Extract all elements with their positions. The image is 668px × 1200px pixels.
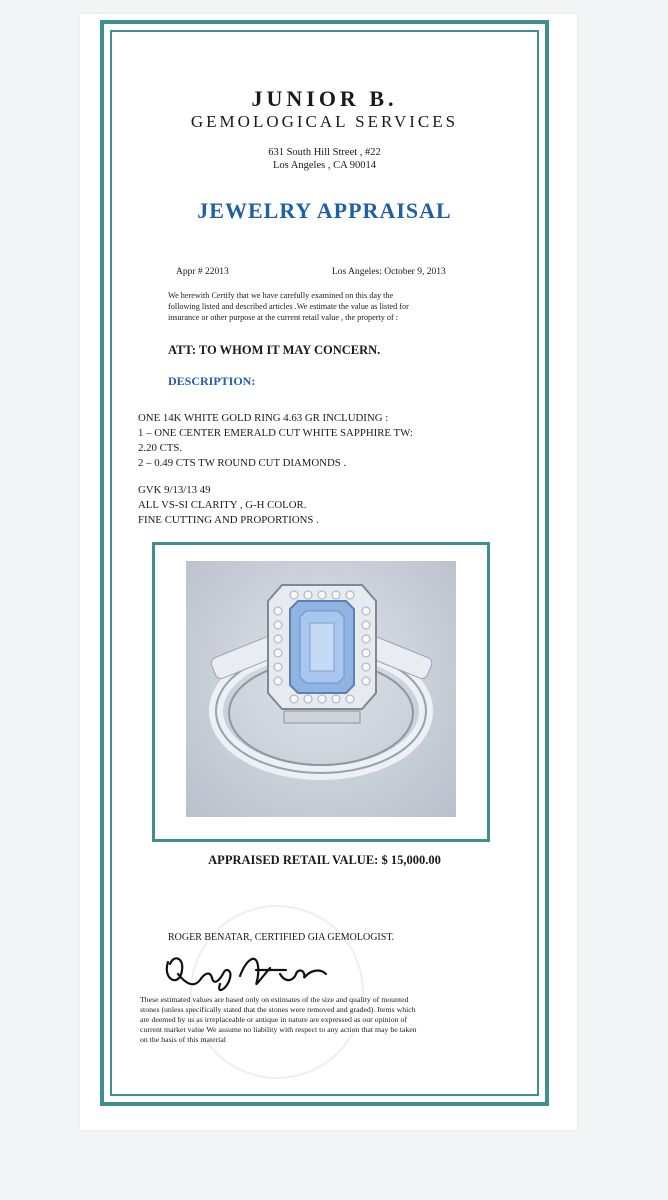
disclaimer-line: current market value We assume no liability with respect to any action that may be taken <box>140 1025 417 1034</box>
appraisal-date: Los Angeles: October 9, 2013 <box>332 267 446 277</box>
grading-line: ALL VS-SI CLARITY , G-H COLOR. <box>138 499 307 511</box>
ring-photo <box>186 561 456 817</box>
certification-text <box>168 290 488 323</box>
grading-line: FINE CUTTING AND PROPORTIONS . <box>138 514 319 526</box>
company-name: JUNIOR B. <box>251 86 398 111</box>
signature-mark <box>160 940 350 1000</box>
disclaimer-line: stones (unless specifically stated that the stones were removed and graded). Items which <box>140 1005 416 1014</box>
grading-line: GVK 9/13/13 49 <box>138 484 211 496</box>
certification-line: insurance or other purpose at the current retail value , the property of : <box>168 313 399 322</box>
disclaimer <box>140 995 510 1045</box>
address-line-2: Los Angeles , CA 90014 <box>273 160 376 171</box>
appraisal-number: Appr # 22013 <box>176 267 229 277</box>
description-line: 2.20 CTS. <box>138 442 183 454</box>
signature <box>160 940 350 1000</box>
description-block <box>138 411 508 528</box>
description-line: ONE 14K WHITE GOLD RING 4.63 GR INCLUDING : <box>138 412 389 424</box>
attention-line: ATT: TO WHOM IT MAY CONCERN. <box>168 343 381 357</box>
disclaimer-line: on the basis of this material <box>140 1035 226 1044</box>
appraised-value: APPRAISED RETAIL VALUE: $ 15,000.00 <box>208 853 441 867</box>
ring-illustration <box>186 561 456 817</box>
description-heading: DESCRIPTION: <box>168 374 256 388</box>
gemologist-name: ROGER BENATAR, CERTIFIED GIA GEMOLOGIST. <box>168 932 395 943</box>
address-line-1: 631 South Hill Street , #22 <box>268 147 381 158</box>
disclaimer-line: are deemed by us as irreplaceable or antique in nature are expressed as our opinion of <box>140 1015 407 1024</box>
document-title: JEWELRY APPRAISAL <box>197 198 452 223</box>
certification-line: following listed and described articles .We estimate the value as listed for <box>168 302 409 311</box>
description-line: 1 – ONE CENTER EMERALD CUT WHITE SAPPHIRE TW: <box>138 427 413 439</box>
description-line: 2 – 0.49 CTS TW ROUND CUT DIAMONDS . <box>138 457 347 469</box>
company-subtitle: GEMOLOGICAL SERVICES <box>190 112 459 131</box>
certification-line: We herewith Certify that we have carefully examined on this day the <box>168 291 394 300</box>
disclaimer-line: These estimated values are based only on estimates of the size and quality of mounted <box>140 995 409 1004</box>
